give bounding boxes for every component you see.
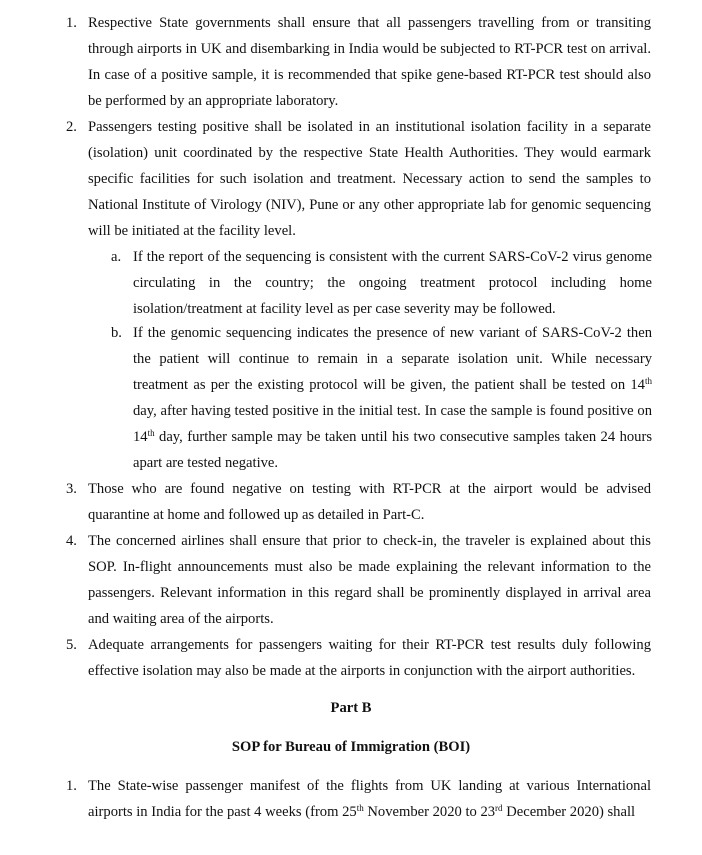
sub-list-item-letter: a. — [111, 249, 122, 265]
list-item-text: Passengers testing positive shall be isolated in an institutional isolation facility in a separate (isolation) unit coordinated by the respective State Health Authorities. They would earmark specific facilities for such isolation and treatment. Necessary action to send the samples to National Institute of Virology (NIV), Pune or any other appropriate lab for genomic sequencing will be initiated at the facility level. — [88, 119, 651, 239]
list-item-number: 4. — [66, 533, 77, 549]
sub-list-item-text: If the genomic sequencing indicates the presence of new variant of SARS-CoV-2 then the patient will continue to remain in a separate isolation unit. While necessary treatment as per the existing protocol will be given, the patient shall be tested on 14th day, after having tested positive in the initial test. In case the sample is found positive on 14th day, further sample may be taken until his two consecutive samples taken 24 hours apart are tested negative. — [133, 325, 652, 471]
list-item-number: 3. — [66, 481, 77, 497]
list-item — [66, 773, 651, 825]
sub-list-item — [111, 244, 652, 322]
list-item — [66, 632, 651, 684]
list-item-number: 5. — [66, 637, 77, 653]
list-item-text: Adequate arrangements for passengers waiting for their RT-PCR test results duly following effective isolation may also be made at the airports in conjunction with the airport authorities. — [88, 637, 651, 679]
sub-list-item-letter: b. — [111, 325, 122, 341]
list-item-text: Respective State governments shall ensure that all passengers travelling from or transiting through airports in UK and disembarking in India would be subjected to RT-PCR test on arrival. In case of a positive sample, it is recommended that spike gene-based RT-PCR test should also be performed by an appropriate laboratory. — [88, 15, 651, 109]
list-item — [66, 10, 651, 114]
list-item-text: Those who are found negative on testing with RT-PCR at the airport would be advised quarantine at home and followed up as detailed in Part-C. — [88, 481, 651, 523]
sub-list-item — [111, 320, 652, 476]
sub-list-item-text: If the report of the sequencing is consistent with the current SARS-CoV-2 virus genome circulating in the country; the ongoing treatment protocol including home isolation/treatment at facility level as per case severity may be followed. — [133, 249, 652, 317]
section-title: Part B — [330, 700, 372, 716]
list-item-number: 1. — [66, 778, 77, 794]
list-item-text: The State-wise passenger manifest of the flights from UK landing at various International airports in India for the past 4 weeks (from 25th November 2020 to 23rd December 2020) shall — [88, 778, 651, 820]
section-subtitle: SOP for Bureau of Immigration (BOI) — [231, 739, 471, 755]
list-item-number: 2. — [66, 119, 77, 135]
list-item — [66, 476, 651, 528]
list-item — [66, 528, 651, 632]
list-item-text: The concerned airlines shall ensure that prior to check-in, the traveler is explained about this SOP. In-flight announcements must also be made explaining the relevant information to the passengers. Relevant information in this regard shall be prominently displayed in arrival area and waiting area of the airports. — [88, 533, 651, 627]
list-item-number: 1. — [66, 15, 77, 31]
list-item — [66, 114, 651, 244]
